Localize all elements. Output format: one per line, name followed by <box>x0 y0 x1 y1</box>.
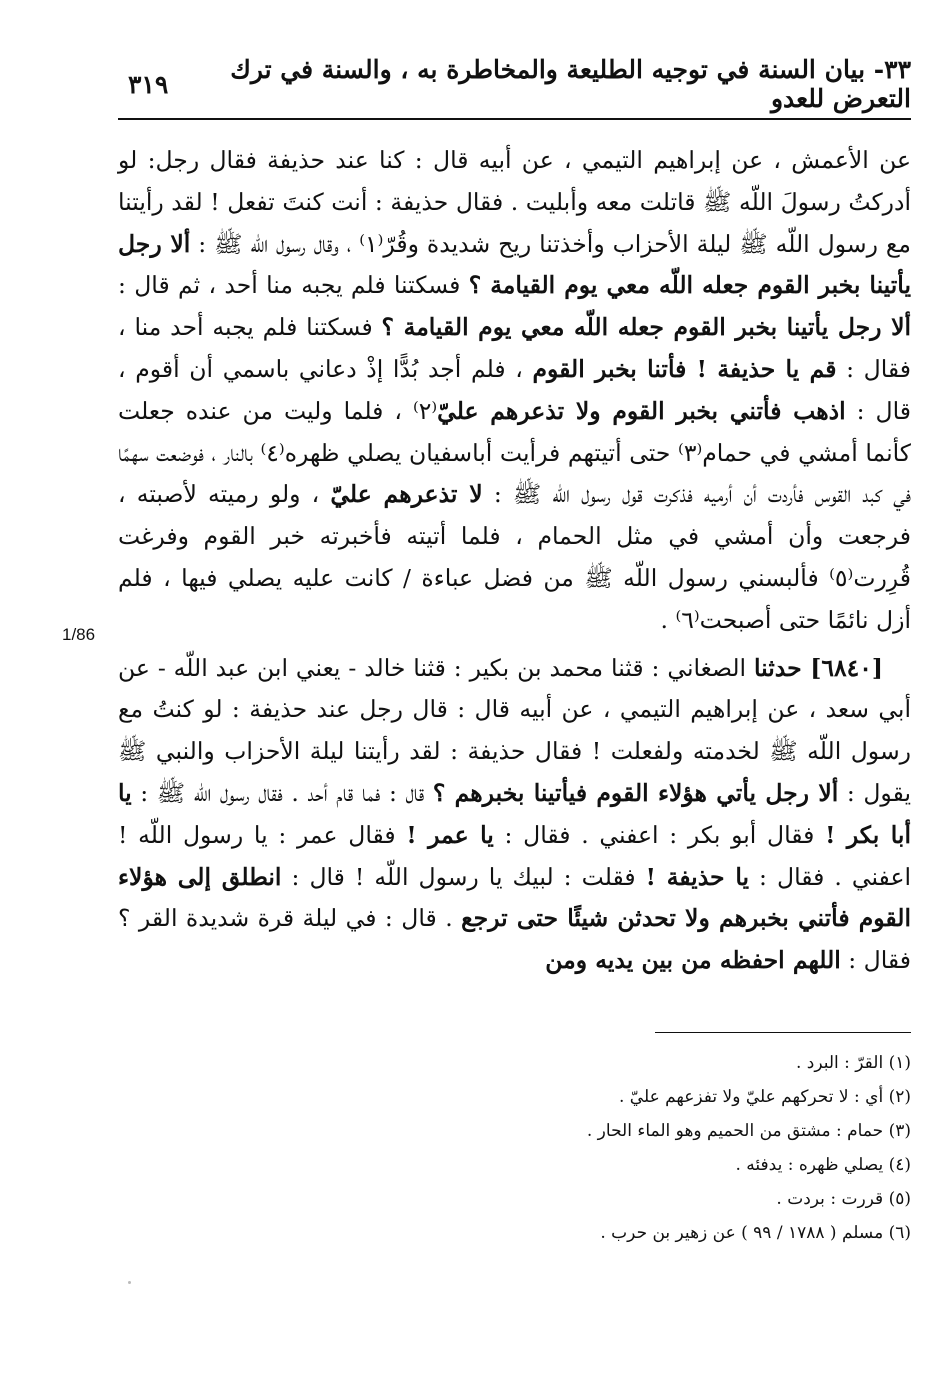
bold-quote-segment: يا حذيفة ! <box>645 862 750 891</box>
bold-quote-segment: ألا رجل يأتي هؤلاء القوم فيأتينا بخبرهم ؟ <box>432 778 839 807</box>
bold-quote-segment: يا أبا بكر ! <box>118 778 911 849</box>
page-number: ٣١٩ <box>128 69 169 99</box>
text-segment: ، ولو رميته لأصبته ، فرجعت وأن أمشي في مثل الحمام ، فلما أتيته فأخبرته خبر القوم وفرغت قُرِرت⁽٥⁾ فألبسني رسول اللّه ﷺ من فضل عباءة / كانت عليه يصلي فيها ، فلم أزل نائمًا حتى أصبحت⁽٦⁾ . <box>118 480 911 634</box>
footnote-divider <box>655 1032 911 1033</box>
text-segment: قال : فما قام أحد . فقال رسول اللّه ﷺ : <box>131 778 433 807</box>
footnote-5: (٥) قررت : بردت . <box>776 1189 911 1209</box>
hadith-paragraph-6840 <box>118 648 911 982</box>
scan-speck <box>128 1281 131 1284</box>
bold-quote-segment: اللهم احفظه من بين يديه ومن <box>545 946 841 975</box>
footnote-2: (٢) أي : لا تحركهم عليّ ولا تفزعهم عليّ . <box>618 1087 911 1107</box>
footnote-4: (٤) يصلي ظهره : يدفئه . <box>735 1155 911 1175</box>
hadith-paragraph <box>118 140 911 642</box>
footnotes <box>118 1046 911 1250</box>
bold-quote-segment: لا تذعرهم عليّ <box>330 480 483 509</box>
text-segment: ، فلم أجد بُدًّا إذْ دعاني باسمي أن أقوم ، قال : <box>118 354 911 425</box>
text-segment: ⁽٢⁾ ، فلما وليت من عنده جعلت كأنما أمشي في حمام⁽٣⁾ حتى أتيتهم فرأيت أباسفيان يصلي ظهره⁽٤⁾ بالنار ، فوضعت سهمًا في كبد القوس فأردت أن أرميه فذكرت قول رسول اللّه ﷺ : <box>118 396 911 509</box>
footnote-6: (٦) مسلم ( ١٧٨٨ / ٩٩ ) عن زهير بن حرب . <box>600 1223 911 1243</box>
bold-quote-segment: ألا رجل يأتينا بخبر القوم جعله اللّه معي يوم القيامة ؟ <box>118 229 911 300</box>
text-segment: فقال أبو بكر : اعفني . فقال : <box>493 820 826 849</box>
text-segment: فقلت : لبيك يا رسول اللّه ! قال : <box>281 862 646 891</box>
bold-quote-segment: يا عمر ! <box>406 820 494 849</box>
text-segment: فسكتنا فلم يجبه أحد منا ، فقال : <box>118 313 912 383</box>
bold-quote-segment: قم يا حذيفة ! فأتنا بخبر القوم <box>532 354 837 383</box>
footnote-3: (٣) حمام : مشتق من الحميم وهو الماء الحار . <box>586 1121 911 1141</box>
footnote-1: (١) القرّ : البرد . <box>795 1053 911 1073</box>
main-text <box>118 140 911 982</box>
text-segment: عن الأعمش ، عن إبراهيم التيمي ، عن أبيه قال : كنا عند حذيفة فقال رجل: لو أدركتُ رسولَ اللّه ﷺ قاتلت معه وأبليت . فقال حذيفة : أنت كنتَ تفعل ! لقد رأيتنا مع رسول اللّه ﷺ ليلة الأحزاب وأخذتنا ريح شديدة وقُرّ⁽١⁾ ، وقال رسول اللّه ﷺ : <box>118 146 911 258</box>
text-segment: الصغاني : قثنا محمد بن بكير : قثنا خالد - يعني ابن عبد اللّه - عن أبي سعد ، عن إبراهيم التيمي ، عن أبيه قال : قال رجل عند حذيفة : لو كنتُ مع رسول اللّه ﷺ لخدمته ولفعلت ! فقال حذيفة : لقد رأيتنا ليلة الأحزاب والنبي ﷺ يقول : <box>118 653 911 807</box>
bold-quote-segment: [٦٨٤٠] حدثنا <box>753 653 883 682</box>
chapter-title: ٣٣- بيان السنة في توجيه الطليعة والمخاطرة به ، والسنة في ترك التعرض للعدو <box>230 55 911 113</box>
bold-quote-segment: اذهب فأتني بخبر القوم ولا تذعرهم عليّ <box>437 396 846 425</box>
manuscript-folio-marker: 1/86 <box>62 625 96 644</box>
header-divider <box>118 118 911 120</box>
text-segment: فقال عمر : يا رسول اللّه ! اعفني . فقال : <box>118 820 911 891</box>
running-header <box>118 55 911 113</box>
text-segment: فسكتنا فلم يجبه منا أحد ، ثم قال : <box>118 271 469 300</box>
bold-quote-segment: ألا رجل يأتينا بخبر القوم جعله اللّه معي يوم القيامة ؟ <box>381 313 912 342</box>
bold-quote-segment: انطلق إلى هؤلاء القوم فأتني بخبرهم ولا تحدثن شيئًا حتى ترجع <box>118 862 911 933</box>
text-segment: . قال : في ليلة قرة شديدة القر ؟ فقال : <box>118 904 911 975</box>
